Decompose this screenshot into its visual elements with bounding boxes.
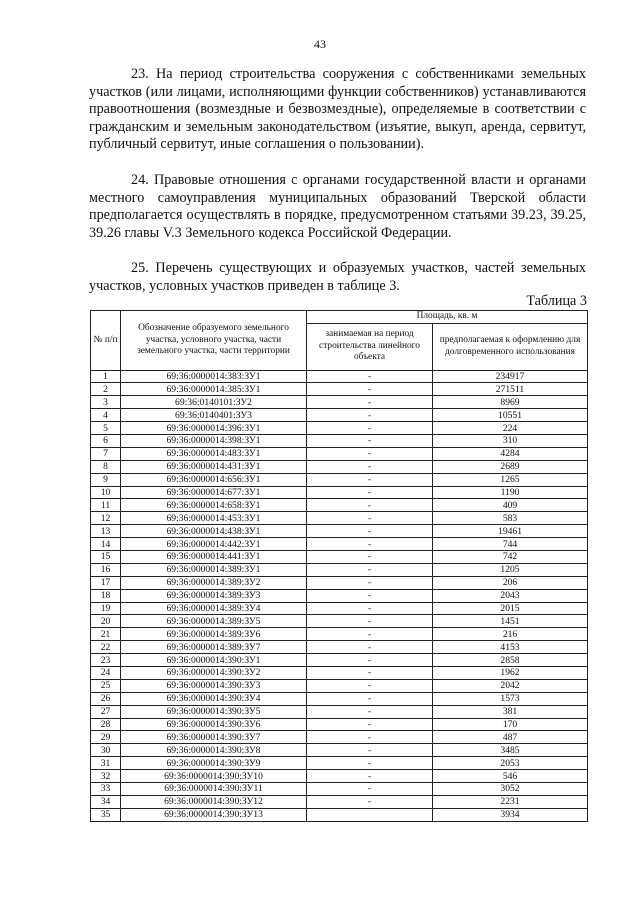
cell-num: 14 bbox=[91, 538, 121, 551]
cell-designation: 69:36:0000014:390:ЗУ2 bbox=[121, 666, 307, 679]
cell-area-construction: - bbox=[307, 538, 433, 551]
cell-area-construction: - bbox=[307, 602, 433, 615]
cell-num: 19 bbox=[91, 602, 121, 615]
table-row bbox=[91, 576, 588, 589]
cell-designation: 69:36:0000014:383:ЗУ1 bbox=[121, 370, 307, 383]
cell-area-longterm: 10551 bbox=[433, 409, 588, 422]
cell-num: 9 bbox=[91, 473, 121, 486]
header-area-construction: занимаемая на период строительства линейного объекта bbox=[307, 323, 433, 370]
cell-num: 18 bbox=[91, 589, 121, 602]
table-row bbox=[91, 679, 588, 692]
cell-designation: 69:36:0000014:677:ЗУ1 bbox=[121, 486, 307, 499]
paragraph-24: 24. Правовые отношения с органами государственной власти и органами местного самоуправления муниципальных образований Тверской области предполагается осуществлять в порядке, предусмотренном статьями 39.23, 39.25, 39.26 главы V.3 Земельного кодекса Российской Федерации. bbox=[89, 172, 586, 241]
cell-area-construction: - bbox=[307, 641, 433, 654]
cell-area-longterm: 2231 bbox=[433, 795, 588, 808]
cell-area-longterm: 742 bbox=[433, 550, 588, 563]
cell-designation: 69:36:0000014:389:ЗУ5 bbox=[121, 615, 307, 628]
cell-designation: 69:36:0000014:441:ЗУ1 bbox=[121, 550, 307, 563]
cell-area-longterm: 310 bbox=[433, 434, 588, 447]
cell-area-construction: - bbox=[307, 666, 433, 679]
cell-area-longterm: 2042 bbox=[433, 679, 588, 692]
cell-designation: 69:36:0000014:396:ЗУ1 bbox=[121, 422, 307, 435]
header-num: № п/п bbox=[91, 311, 121, 371]
cell-area-longterm: 2689 bbox=[433, 460, 588, 473]
cell-num: 29 bbox=[91, 731, 121, 744]
cell-designation: 69:36:0000014:442:ЗУ1 bbox=[121, 538, 307, 551]
cell-num: 11 bbox=[91, 499, 121, 512]
cell-area-construction: - bbox=[307, 383, 433, 396]
cell-area-construction: - bbox=[307, 654, 433, 667]
cell-area-longterm: 2858 bbox=[433, 654, 588, 667]
cell-area-construction: - bbox=[307, 783, 433, 796]
cell-designation: 69:36:0000014:389:ЗУ7 bbox=[121, 641, 307, 654]
table-row bbox=[91, 808, 588, 821]
table-row bbox=[91, 512, 588, 525]
table-row bbox=[91, 499, 588, 512]
cell-area-construction: - bbox=[307, 731, 433, 744]
table-row bbox=[91, 538, 588, 551]
cell-area-construction: - bbox=[307, 512, 433, 525]
table-row bbox=[91, 589, 588, 602]
cell-area-construction bbox=[307, 808, 433, 821]
cell-area-construction: - bbox=[307, 770, 433, 783]
cell-designation: 69:36:0000014:453:ЗУ1 bbox=[121, 512, 307, 525]
cell-num: 30 bbox=[91, 744, 121, 757]
cell-area-longterm: 19461 bbox=[433, 525, 588, 538]
cell-area-longterm: 1205 bbox=[433, 563, 588, 576]
cell-designation: 69:36:0000014:390:ЗУ1 bbox=[121, 654, 307, 667]
cell-area-longterm: 3934 bbox=[433, 808, 588, 821]
cell-area-construction: - bbox=[307, 370, 433, 383]
cell-num: 21 bbox=[91, 628, 121, 641]
land-plots-table bbox=[90, 310, 588, 822]
cell-area-longterm: 409 bbox=[433, 499, 588, 512]
table-row bbox=[91, 757, 588, 770]
cell-num: 1 bbox=[91, 370, 121, 383]
cell-designation: 69:36:0000014:658:ЗУ1 bbox=[121, 499, 307, 512]
cell-num: 34 bbox=[91, 795, 121, 808]
cell-num: 3 bbox=[91, 396, 121, 409]
table-row bbox=[91, 770, 588, 783]
cell-area-longterm: 216 bbox=[433, 628, 588, 641]
cell-designation: 69:36:0000014:390:ЗУ12 bbox=[121, 795, 307, 808]
cell-designation: 69:36:0000014:390:ЗУ11 bbox=[121, 783, 307, 796]
cell-designation: 69:36:0000014:656:ЗУ1 bbox=[121, 473, 307, 486]
cell-area-construction: - bbox=[307, 615, 433, 628]
table-row bbox=[91, 602, 588, 615]
cell-area-longterm: 2043 bbox=[433, 589, 588, 602]
cell-designation: 69:36:0000014:390:ЗУ9 bbox=[121, 757, 307, 770]
cell-area-longterm: 2015 bbox=[433, 602, 588, 615]
table-row bbox=[91, 422, 588, 435]
paragraph-23: 23. На период строительства сооружения с собственниками земельных участков (или лицами, исполняющими функции собственников) устанавливаются правоотношения (возмездные и безвозмездные), определяемые в соответствии с гражданским и земельным законодательством (изъятие, выкуп, аренда, сервитут, публичный сервитут, иные соглашения о пользовании). bbox=[89, 66, 586, 153]
cell-area-construction: - bbox=[307, 563, 433, 576]
cell-area-longterm: 381 bbox=[433, 705, 588, 718]
cell-designation: 69:36:0000014:390:ЗУ8 bbox=[121, 744, 307, 757]
cell-designation: 69:36:0140401:ЗУ3 bbox=[121, 409, 307, 422]
cell-designation: 69:36:0000014:385:ЗУ1 bbox=[121, 383, 307, 396]
cell-area-construction: - bbox=[307, 447, 433, 460]
table-body bbox=[91, 370, 588, 821]
table-row bbox=[91, 460, 588, 473]
cell-area-construction: - bbox=[307, 473, 433, 486]
cell-num: 2 bbox=[91, 383, 121, 396]
cell-area-construction: - bbox=[307, 795, 433, 808]
table-caption: Таблица 3 bbox=[526, 293, 587, 309]
cell-num: 35 bbox=[91, 808, 121, 821]
cell-designation: 69:36:0000014:389:ЗУ3 bbox=[121, 589, 307, 602]
cell-num: 33 bbox=[91, 783, 121, 796]
cell-designation: 69:36:0000014:389:ЗУ4 bbox=[121, 602, 307, 615]
table-row bbox=[91, 434, 588, 447]
cell-area-construction: - bbox=[307, 525, 433, 538]
cell-designation: 69:36:0000014:390:ЗУ7 bbox=[121, 731, 307, 744]
cell-area-longterm: 8969 bbox=[433, 396, 588, 409]
table-row bbox=[91, 795, 588, 808]
cell-area-construction: - bbox=[307, 434, 433, 447]
table-row bbox=[91, 731, 588, 744]
cell-num: 20 bbox=[91, 615, 121, 628]
paragraph-25: 25. Перечень существующих и образуемых участков, частей земельных участков, условных участков приведен в таблице 3. bbox=[89, 260, 586, 294]
cell-num: 22 bbox=[91, 641, 121, 654]
table-row bbox=[91, 615, 588, 628]
header-designation: Обозначение образуемого земельного участка, условного участка, части земельного участка, части территории bbox=[121, 311, 307, 371]
cell-num: 5 bbox=[91, 422, 121, 435]
cell-area-longterm: 1190 bbox=[433, 486, 588, 499]
cell-area-construction: - bbox=[307, 499, 433, 512]
table-row bbox=[91, 409, 588, 422]
cell-designation: 69:36:0000014:390:ЗУ6 bbox=[121, 718, 307, 731]
table-row bbox=[91, 783, 588, 796]
table-row bbox=[91, 666, 588, 679]
cell-area-longterm: 546 bbox=[433, 770, 588, 783]
cell-num: 16 bbox=[91, 563, 121, 576]
table-row bbox=[91, 718, 588, 731]
page-number: 43 bbox=[314, 37, 326, 51]
table-row bbox=[91, 705, 588, 718]
cell-designation: 69:36:0000014:389:ЗУ2 bbox=[121, 576, 307, 589]
table-row bbox=[91, 744, 588, 757]
cell-area-longterm: 2053 bbox=[433, 757, 588, 770]
table-row bbox=[91, 641, 588, 654]
cell-area-construction: - bbox=[307, 692, 433, 705]
cell-area-construction: - bbox=[307, 679, 433, 692]
table-row bbox=[91, 370, 588, 383]
cell-area-longterm: 1451 bbox=[433, 615, 588, 628]
cell-num: 10 bbox=[91, 486, 121, 499]
table-row bbox=[91, 473, 588, 486]
cell-area-longterm: 206 bbox=[433, 576, 588, 589]
table-row bbox=[91, 396, 588, 409]
cell-designation: 69:36:0000014:431:ЗУ1 bbox=[121, 460, 307, 473]
cell-num: 13 bbox=[91, 525, 121, 538]
table-row bbox=[91, 486, 588, 499]
table-row bbox=[91, 525, 588, 538]
cell-num: 32 bbox=[91, 770, 121, 783]
cell-area-longterm: 4284 bbox=[433, 447, 588, 460]
cell-num: 25 bbox=[91, 679, 121, 692]
cell-designation: 69:36:0000014:390:ЗУ5 bbox=[121, 705, 307, 718]
table-row bbox=[91, 550, 588, 563]
cell-area-construction: - bbox=[307, 628, 433, 641]
table-row bbox=[91, 692, 588, 705]
cell-area-construction: - bbox=[307, 744, 433, 757]
cell-area-longterm: 744 bbox=[433, 538, 588, 551]
cell-designation: 69:36:0000014:389:ЗУ1 bbox=[121, 563, 307, 576]
cell-num: 7 bbox=[91, 447, 121, 460]
table-header bbox=[91, 311, 588, 371]
cell-area-construction: - bbox=[307, 409, 433, 422]
cell-area-longterm: 224 bbox=[433, 422, 588, 435]
table-row bbox=[91, 628, 588, 641]
cell-num: 12 bbox=[91, 512, 121, 525]
cell-num: 23 bbox=[91, 654, 121, 667]
header-area-longterm: предполагаемая к оформлению для долговременного использования bbox=[433, 323, 588, 370]
cell-area-longterm: 3485 bbox=[433, 744, 588, 757]
cell-area-longterm: 1573 bbox=[433, 692, 588, 705]
header-area-group: Площадь, кв. м bbox=[307, 311, 588, 324]
table-row bbox=[91, 563, 588, 576]
cell-num: 27 bbox=[91, 705, 121, 718]
cell-num: 24 bbox=[91, 666, 121, 679]
table-row bbox=[91, 654, 588, 667]
cell-area-construction: - bbox=[307, 576, 433, 589]
cell-area-construction: - bbox=[307, 550, 433, 563]
cell-area-longterm: 583 bbox=[433, 512, 588, 525]
cell-designation: 69:36:0000014:389:ЗУ6 bbox=[121, 628, 307, 641]
cell-designation: 69:36:0000014:438:ЗУ1 bbox=[121, 525, 307, 538]
cell-area-longterm: 1962 bbox=[433, 666, 588, 679]
cell-area-longterm: 487 bbox=[433, 731, 588, 744]
cell-area-construction: - bbox=[307, 757, 433, 770]
cell-area-construction: - bbox=[307, 718, 433, 731]
cell-designation: 69:36:0000014:390:ЗУ4 bbox=[121, 692, 307, 705]
cell-num: 8 bbox=[91, 460, 121, 473]
cell-area-longterm: 170 bbox=[433, 718, 588, 731]
cell-num: 4 bbox=[91, 409, 121, 422]
cell-designation: 69:36:0140101:ЗУ2 bbox=[121, 396, 307, 409]
cell-area-construction: - bbox=[307, 396, 433, 409]
cell-area-longterm: 1265 bbox=[433, 473, 588, 486]
cell-num: 31 bbox=[91, 757, 121, 770]
cell-designation: 69:36:0000014:390:ЗУ10 bbox=[121, 770, 307, 783]
cell-area-construction: - bbox=[307, 589, 433, 602]
cell-area-longterm: 3052 bbox=[433, 783, 588, 796]
cell-num: 6 bbox=[91, 434, 121, 447]
cell-designation: 69:36:0000014:398:ЗУ1 bbox=[121, 434, 307, 447]
cell-area-longterm: 234917 bbox=[433, 370, 588, 383]
cell-area-construction: - bbox=[307, 460, 433, 473]
cell-area-construction: - bbox=[307, 705, 433, 718]
cell-num: 15 bbox=[91, 550, 121, 563]
cell-num: 17 bbox=[91, 576, 121, 589]
cell-num: 28 bbox=[91, 718, 121, 731]
table-row bbox=[91, 447, 588, 460]
cell-designation: 69:36:0000014:483:ЗУ1 bbox=[121, 447, 307, 460]
cell-area-construction: - bbox=[307, 486, 433, 499]
cell-area-longterm: 271511 bbox=[433, 383, 588, 396]
cell-area-construction: - bbox=[307, 422, 433, 435]
cell-area-longterm: 4153 bbox=[433, 641, 588, 654]
cell-designation: 69:36:0000014:390:ЗУ13 bbox=[121, 808, 307, 821]
cell-designation: 69:36:0000014:390:ЗУ3 bbox=[121, 679, 307, 692]
cell-num: 26 bbox=[91, 692, 121, 705]
table-row bbox=[91, 383, 588, 396]
